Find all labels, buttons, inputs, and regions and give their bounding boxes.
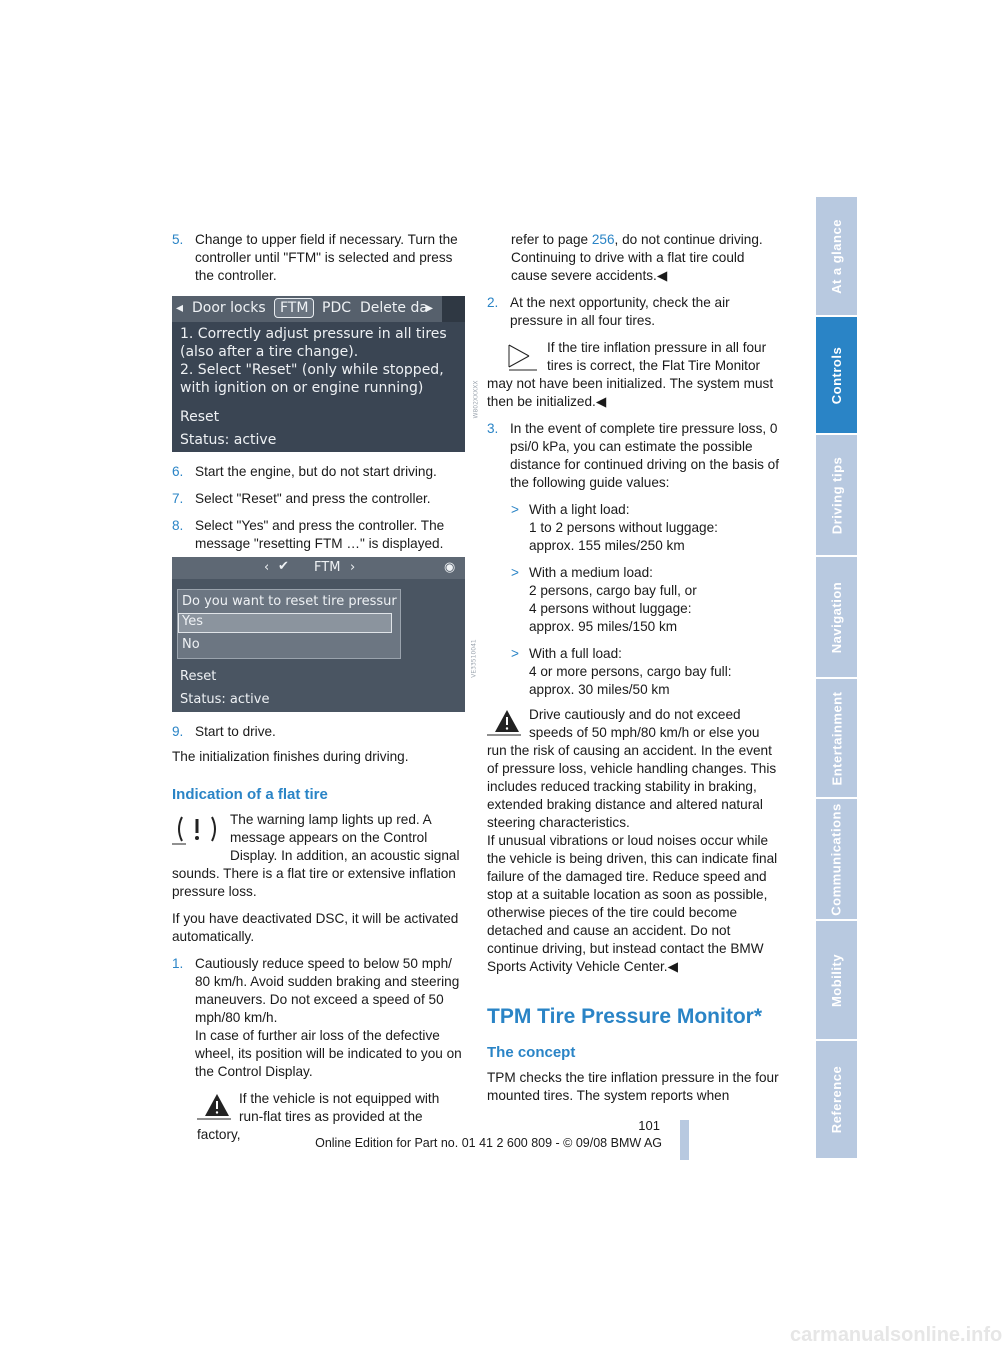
reset-option[interactable]: Reset <box>180 669 217 684</box>
chapter-tabs <box>816 197 857 1160</box>
left-arrow-icon[interactable]: ◂ <box>176 300 184 316</box>
status-text: Status: active <box>180 692 270 707</box>
page-number-bar <box>680 1120 689 1160</box>
right-column: refer to page 256, do not continue driving. Continuing to drive with a flat tire could cause severe accidents.◀ 2. At the next opportunity, check the air pressure in all four tires. If the tire inflation pressure in all four tires is correct, the Flat Tire Monitor may not have been initialized. The system must then be initialized.◀ 3. In the event of complete tire pressure loss, 0 psi/0 kPa, you can estimate the possible distance for continued driving on the basis of the following guide values: > With a light load: 1 to 2 persons without luggage: approx. 155 miles/250 km > With a medium load: 2 persons, cargo bay full, or 4 persons without luggage: approx. 95 miles/150 km > With a full load: 4 or more persons, cargo bay full: approx. 30 miles/50 km Drive cautiously and do not exceed speeds of 50 mph/80 km/h or else you run the risk of causing an accident. In the event of pressure loss, vehicle handling changes. This includes reduced tracking stability in braking, extended braking distance and altered natural steering characteristics. If unusual vibrations or loud noises occur while the vehicle is being driven, this can indicate final failure of the damaged tire. Reduce speed and stop at a suitable location as soon as possible, otherwise pieces of the tire could become detached and cause an accident. Do not continue driving, but instead contact the BMW Sports Activity Vehicle Center.◀ TPM Tire Pressure Monitor* The concept TPM checks the tire inflation pressure in the four mounted tires. The system reports when <box>487 232 780 1103</box>
step-5: 5. Change to upper field if necessary. Turn the controller until "FTM" is selected and press the controller. <box>172 232 458 283</box>
subheading-concept: The concept <box>487 1044 576 1061</box>
flat-tire-text: The warning lamp lights up red. A message appears on the Control Display. In addition, an acoustic signal sounds. There is a flat tire or extensive inflation pressure loss. <box>172 812 460 899</box>
load-guide-list <box>487 501 780 699</box>
page-link-256[interactable]: 256 <box>591 232 615 247</box>
screen-title: FTM <box>314 560 341 575</box>
edition-footer: Online Edition for Part no. 01 41 2 600 809 - © 09/08 BMW AG <box>315 1136 662 1150</box>
page-number: 101 <box>638 1118 660 1133</box>
tab-controls[interactable]: Controls <box>816 317 857 435</box>
car-tool-icon: ✔ <box>278 559 289 574</box>
menu-ftm[interactable]: FTM <box>274 298 314 318</box>
tab-reference[interactable]: Reference <box>816 1041 857 1160</box>
image-code: VE33510041 <box>470 639 478 678</box>
list-item: > With a medium load: 2 persons, cargo bay full, or 4 persons without luggage: approx. 95 miles/150 km <box>511 565 697 634</box>
step-6: 6. Start the engine, but do not start driving. <box>172 464 437 479</box>
initialization-note: If the tire inflation pressure in all four tires is correct, the Flat Tire Monitor may not have been initialized. The system must then be initialized.◀ <box>487 340 774 409</box>
left-column-middle <box>172 463 465 562</box>
step-7: 7. Select "Reset" and press the controller. <box>172 491 431 506</box>
tab-driving-tips[interactable]: Driving tips <box>816 435 857 557</box>
right-arrow-icon[interactable]: › <box>350 560 356 575</box>
left-column <box>172 231 465 294</box>
tab-communications[interactable]: Communications <box>816 799 857 921</box>
menu-delete[interactable]: Delete da <box>360 300 428 316</box>
warning-triangle-icon <box>197 1090 231 1122</box>
speed-warning: Drive cautiously and do not exceed speeds of 50 mph/80 km/h or else you run the risk of causing an accident. In the event of pressure loss, vehicle handling changes. This includes reduced tracking stability in braking, extended braking distance and altered natural steering characteristics. If unusual vibrations or loud noises occur while the vehicle is being driven, this can indicate final failure of the damaged tire. Reduce speed and stop at a suitable location as soon as possible, otherwise pieces of the tire could become detached and cause an accident. Do not continue driving, but instead contact the BMW Sports Activity Vehicle Center.◀ <box>487 707 778 974</box>
tab-at-a-glance[interactable]: At a glance <box>816 197 857 317</box>
no-option[interactable]: No <box>182 637 200 652</box>
step-2: 2. At the next opportunity, check the air pressure in all four tires. <box>487 295 730 328</box>
note-arrow-icon <box>487 339 539 373</box>
control-display-reset-screen: ‹ ✔ FTM › ◉ Do you want to reset tire pressur Yes No Reset Status: active VE33510041 <box>172 557 465 712</box>
control-display-ftm-screen: ◂ Door locks FTM PDC Delete da ▸ 1. Correctly adjust pressure in all tires (also after a tire change). 2. Select "Reset" (only while stopped, with ignition on or engine running) Reset Status: active W802XXXXX <box>172 296 465 452</box>
step-1: 1. Cautiously reduce speed to below 50 mph/ 80 km/h. Avoid sudden braking and steering maneuvers. Do not exceed a speed of 50 mph/80 km/h. In case of further air loss of the defective wheel, its position will be indicated to you on the Control Display. <box>172 956 462 1079</box>
left-column-lower: 9. Start to drive. The initialization finishes during driving. Indication of a flat tire The warning lamp lights up red. A message appears on the Control Display. In addition, an acoustic signal sounds. There is a flat tire or extensive inflation pressure loss. If you have deactivated DSC, it will be activated automatically. 1. Cautiously reduce speed to below 50 mph/ 80 km/h. Avoid sudden braking and steering maneuvers. Do not exceed a speed of 50 mph/80 km/h. In case of further air loss of the defective wheel, its position will be indicated to you on the Control Display. If the vehicle is not equipped with run-flat tires as provided at the factory, <box>172 723 465 1153</box>
scroll-indicator-icon <box>442 296 465 322</box>
status-text: Status: active <box>180 432 277 448</box>
run-flat-warning: If the vehicle is not equipped with run-flat tires as provided at the factory, <box>197 1091 440 1142</box>
controller-icon: ◉ <box>444 560 456 575</box>
right-arrow-icon[interactable]: ▸ <box>426 300 434 316</box>
step-9: 9. Start to drive. <box>172 724 276 739</box>
image-code: W802XXXXX <box>472 380 480 419</box>
reset-option[interactable]: Reset <box>180 409 220 425</box>
title-bar <box>172 557 465 579</box>
step-3: 3. In the event of complete tire pressure loss, 0 psi/0 kPa, you can estimate the possible distance for continued driving on the basis of the following guide values: <box>487 421 780 490</box>
menu-pdc[interactable]: PDC <box>322 300 351 316</box>
flat-tire-warning-icon <box>172 811 222 847</box>
menu-door-locks[interactable]: Door locks <box>192 300 266 316</box>
yes-option[interactable] <box>178 613 392 633</box>
watermark: carmanualsonline.info <box>790 1324 1002 1346</box>
list-item: > With a light load: 1 to 2 persons without luggage: approx. 155 miles/250 km <box>511 502 718 553</box>
question-text: Do you want to reset tire pressur <box>182 594 397 609</box>
tab-navigation[interactable]: Navigation <box>816 557 857 679</box>
menu-bar <box>172 296 465 322</box>
list-item: > With a full load: 4 or more persons, cargo bay full: approx. 30 miles/50 km <box>511 646 732 697</box>
tab-entertainment[interactable]: Entertainment <box>816 679 857 799</box>
step-8: 8. Select "Yes" and press the controller. The message "resetting FTM …" is displayed. <box>172 518 445 551</box>
tab-mobility[interactable]: Mobility <box>816 921 857 1041</box>
section-heading-flat-tire: Indication of a flat tire <box>172 786 328 803</box>
section-heading-tpm: TPM Tire Pressure Monitor* <box>487 1005 763 1028</box>
warning-triangle-icon <box>487 706 521 738</box>
left-arrow-icon[interactable]: ‹ <box>264 560 270 575</box>
